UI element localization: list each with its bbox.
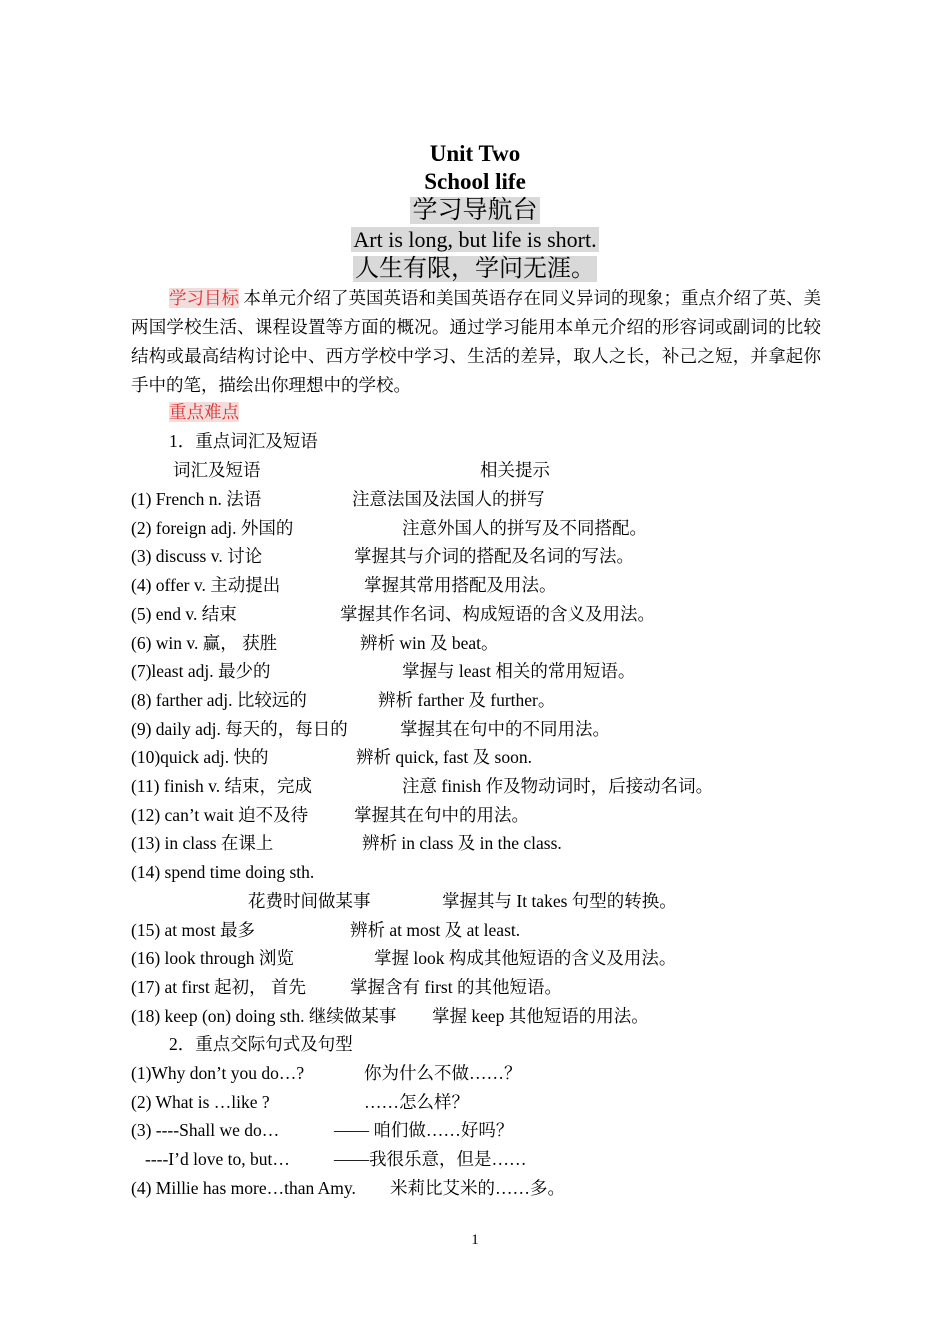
vocab-term: (9) daily adj. 每天的，每日的 (131, 718, 348, 739)
sentence-meaning: ……怎么样？ (364, 1091, 469, 1112)
sentence-pattern: (3) ----Shall we do… (131, 1120, 280, 1141)
vocab-hint: 掌握其与介词的搭配及名词的写法。 (354, 546, 634, 567)
vocab-term: (15) at most 最多 (131, 919, 255, 940)
vocab-hint: 掌握含有 first 的其他短语。 (350, 976, 562, 997)
page-number: 1 (471, 1232, 479, 1248)
vocab-hint: 掌握其在句中的用法。 (354, 804, 529, 825)
sentence-pattern: (2) What is …like ? (131, 1091, 270, 1112)
unit-title: Unit Two (429, 141, 521, 166)
sentence-meaning: ——我很乐意，但是…… (334, 1149, 527, 1170)
sentence-pattern: (1)Why don’t you do…? (131, 1063, 305, 1083)
sentence-pattern: ----I’d love to, but… (145, 1149, 290, 1170)
vocab-term: (1) French n. 法语 (131, 489, 262, 509)
vocab-hint: 辨析 farther 及 further。 (378, 689, 556, 710)
vocab-hint: 辨析 in class 及 in the class. (362, 833, 562, 854)
vocab-hint: 掌握与 least 相关的常用短语。 (402, 661, 636, 682)
vocab-term: (11) finish v. 结束，完成 (131, 776, 312, 796)
goal-label: 学习目标 (169, 288, 240, 308)
motto-chinese: 人生有限，学问无涯。 (355, 256, 595, 282)
vocab-hint: 掌握其作名词、构成短语的含义及用法。 (340, 603, 655, 624)
header-hints: 相关提示 (480, 460, 550, 480)
vocab-term: (10)quick adj. 快的 (131, 747, 269, 768)
sentence-meaning: 米莉比艾米的……多。 (390, 1177, 565, 1198)
section-2-heading: 2．重点交际句式及句型 (169, 1034, 353, 1054)
vocab-hint: 注意法国及法国人的拼写 (352, 489, 545, 509)
vocab-hint: 注意外国人的拼写及不同搭配。 (402, 517, 647, 538)
vocab-term: (6) win v. 赢， 获胜 (131, 632, 278, 653)
vocab-hint: 辨析 win 及 beat。 (360, 632, 499, 653)
vocab-hint: 掌握 keep 其他短语的用法。 (432, 1005, 649, 1026)
vocab-term: (17) at first 起初， 首先 (131, 976, 306, 997)
vocab-hint: 注意 finish 作及物动词时，后接动名词。 (402, 776, 714, 796)
vocab-term: (12) can’t wait 迫不及待 (131, 804, 309, 825)
sentence-meaning: —— 咱们做……好吗？ (334, 1120, 514, 1141)
vocab-term: (18) keep (on) doing sth. 继续做某事 (131, 1005, 397, 1026)
vocab-term: (13) in class 在课上 (131, 833, 274, 854)
header-vocab: 词汇及短语 (173, 460, 261, 480)
sentence-meaning: 你为什么不做……？ (364, 1063, 522, 1083)
section-1-heading: 1．重点词汇及短语 (169, 431, 318, 451)
vocab-term: (8) farther adj. 比较远的 (131, 689, 307, 710)
vocab-term: (16) look through 浏览 (131, 948, 294, 969)
vocab-term: 花费时间做某事 (248, 890, 371, 911)
vocab-term: (7)least adj. 最少的 (131, 661, 271, 682)
unit-subtitle: School life (424, 169, 526, 194)
vocab-term: (5) end v. 结束 (131, 603, 237, 624)
goal-text: 本单元介绍了英国英语和美国英语存在同义异词的现象；重点介绍了英、美两国学校生活、课程设置等方面的概况。通过学习能用本单元介绍的形容词或副词的比较结构或最高结构讨论中、西方学校中学习、生活的差异，取人之长，补己之短，并拿起你手中的笔，描绘出你理想中的学校。 (131, 288, 822, 395)
vocab-term: (2) foreign adj. 外国的 (131, 517, 294, 538)
learning-goal-paragraph (131, 284, 821, 400)
vocab-hint: 掌握其在句中的不同用法。 (400, 718, 610, 739)
section-heading: 学习导航台 (412, 197, 538, 224)
vocab-term: (3) discuss v. 讨论 (131, 546, 263, 567)
sentence-pattern: (4) Millie has more…than Amy. (131, 1177, 356, 1198)
vocab-hint: 掌握 look 构成其他短语的含义及用法。 (374, 948, 677, 969)
vocab-hint: 辨析 at most 及 at least. (350, 919, 521, 940)
vocab-term: (14) spend time doing sth. (131, 862, 315, 883)
vocab-term: (4) offer v. 主动提出 (131, 575, 281, 596)
key-points-label: 重点难点 (169, 402, 239, 422)
motto-english: Art is long, but life is short. (353, 227, 597, 252)
vocab-hint: 掌握其与 It takes 句型的转换。 (442, 890, 677, 911)
vocab-hint: 掌握其常用搭配及用法。 (364, 575, 557, 596)
vocab-hint: 辨析 quick, fast 及 soon. (356, 747, 532, 768)
